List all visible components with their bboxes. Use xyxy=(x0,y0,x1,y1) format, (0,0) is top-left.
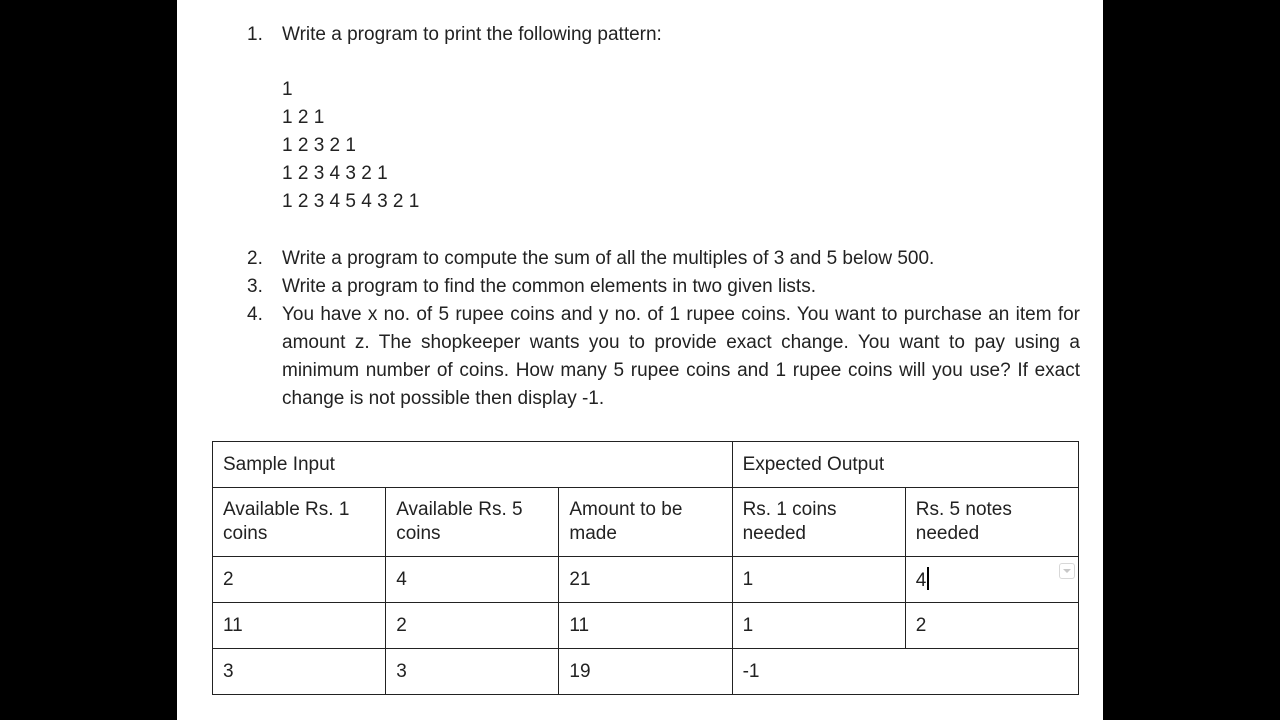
pattern-line: 1 2 3 4 3 2 1 xyxy=(282,163,388,184)
pattern-line: 1 2 3 4 5 4 3 2 1 xyxy=(282,191,420,212)
table-cell[interactable]: 2 xyxy=(386,603,559,649)
table-row xyxy=(213,649,1079,695)
header-sample-input[interactable]: Sample Input xyxy=(213,442,733,488)
pattern-line: 1 xyxy=(282,79,293,100)
table-cell[interactable]: 21 xyxy=(559,557,732,603)
text-cursor xyxy=(927,567,929,590)
chevron-down-icon[interactable] xyxy=(1059,563,1075,579)
table-cell-active[interactable] xyxy=(905,557,1078,603)
column-header[interactable]: Rs. 1 coins needed xyxy=(732,488,905,557)
question-text: Write a program to find the common elements in two given lists. xyxy=(282,276,816,297)
table-cell[interactable]: 11 xyxy=(213,603,386,649)
table-row xyxy=(213,557,1079,603)
column-header[interactable]: Available Rs. 1 coins xyxy=(213,488,386,557)
table-cell[interactable]: 2 xyxy=(213,557,386,603)
table-cell[interactable]: 2 xyxy=(905,603,1078,649)
document-body[interactable] xyxy=(177,0,1103,720)
table-cell[interactable]: 1 xyxy=(732,603,905,649)
table-cell[interactable]: 1 xyxy=(732,557,905,603)
pattern-line: 1 2 1 xyxy=(282,107,325,128)
document-page xyxy=(177,0,1103,720)
table-cell[interactable]: 4 xyxy=(386,557,559,603)
table-cell[interactable]: 3 xyxy=(213,649,386,695)
header-expected-output[interactable]: Expected Output xyxy=(732,442,1078,488)
cell-text: 4 xyxy=(915,569,927,591)
table-cell[interactable]: 11 xyxy=(559,603,732,649)
pattern-line: 1 2 3 2 1 xyxy=(282,135,356,156)
column-header[interactable]: Available Rs. 5 coins xyxy=(386,488,559,557)
question-text: Write a program to compute the sum of all the multiples of 3 and 5 below 500. xyxy=(282,248,935,269)
question-text: You have x no. of 5 rupee coins and y no. of 1 rupee coins. You want to purchase an item for amount z. The shopkeeper wants you to provide exact change. You want to pay using a minimum number of coins. How many 5 rupee coins and 1 rupee coins will you use? If exact change is not possible then display -1. xyxy=(282,304,1080,409)
question-number: 1. xyxy=(247,24,263,45)
question-number: 2. xyxy=(247,248,263,269)
table-cell[interactable]: -1 xyxy=(732,649,1078,695)
sample-io-table xyxy=(212,441,1079,695)
table-group-header-row xyxy=(213,442,1079,488)
table-row xyxy=(213,603,1079,649)
table-cell[interactable]: 3 xyxy=(386,649,559,695)
table-column-header-row xyxy=(213,488,1079,557)
question-text: Write a program to print the following pattern: xyxy=(282,24,662,45)
column-header[interactable]: Amount to be made xyxy=(559,488,732,557)
number-pattern xyxy=(282,76,419,216)
column-header[interactable]: Rs. 5 notes needed xyxy=(905,488,1078,557)
question-number: 4. xyxy=(247,304,263,325)
table-cell[interactable]: 19 xyxy=(559,649,732,695)
question-number: 3. xyxy=(247,276,263,297)
